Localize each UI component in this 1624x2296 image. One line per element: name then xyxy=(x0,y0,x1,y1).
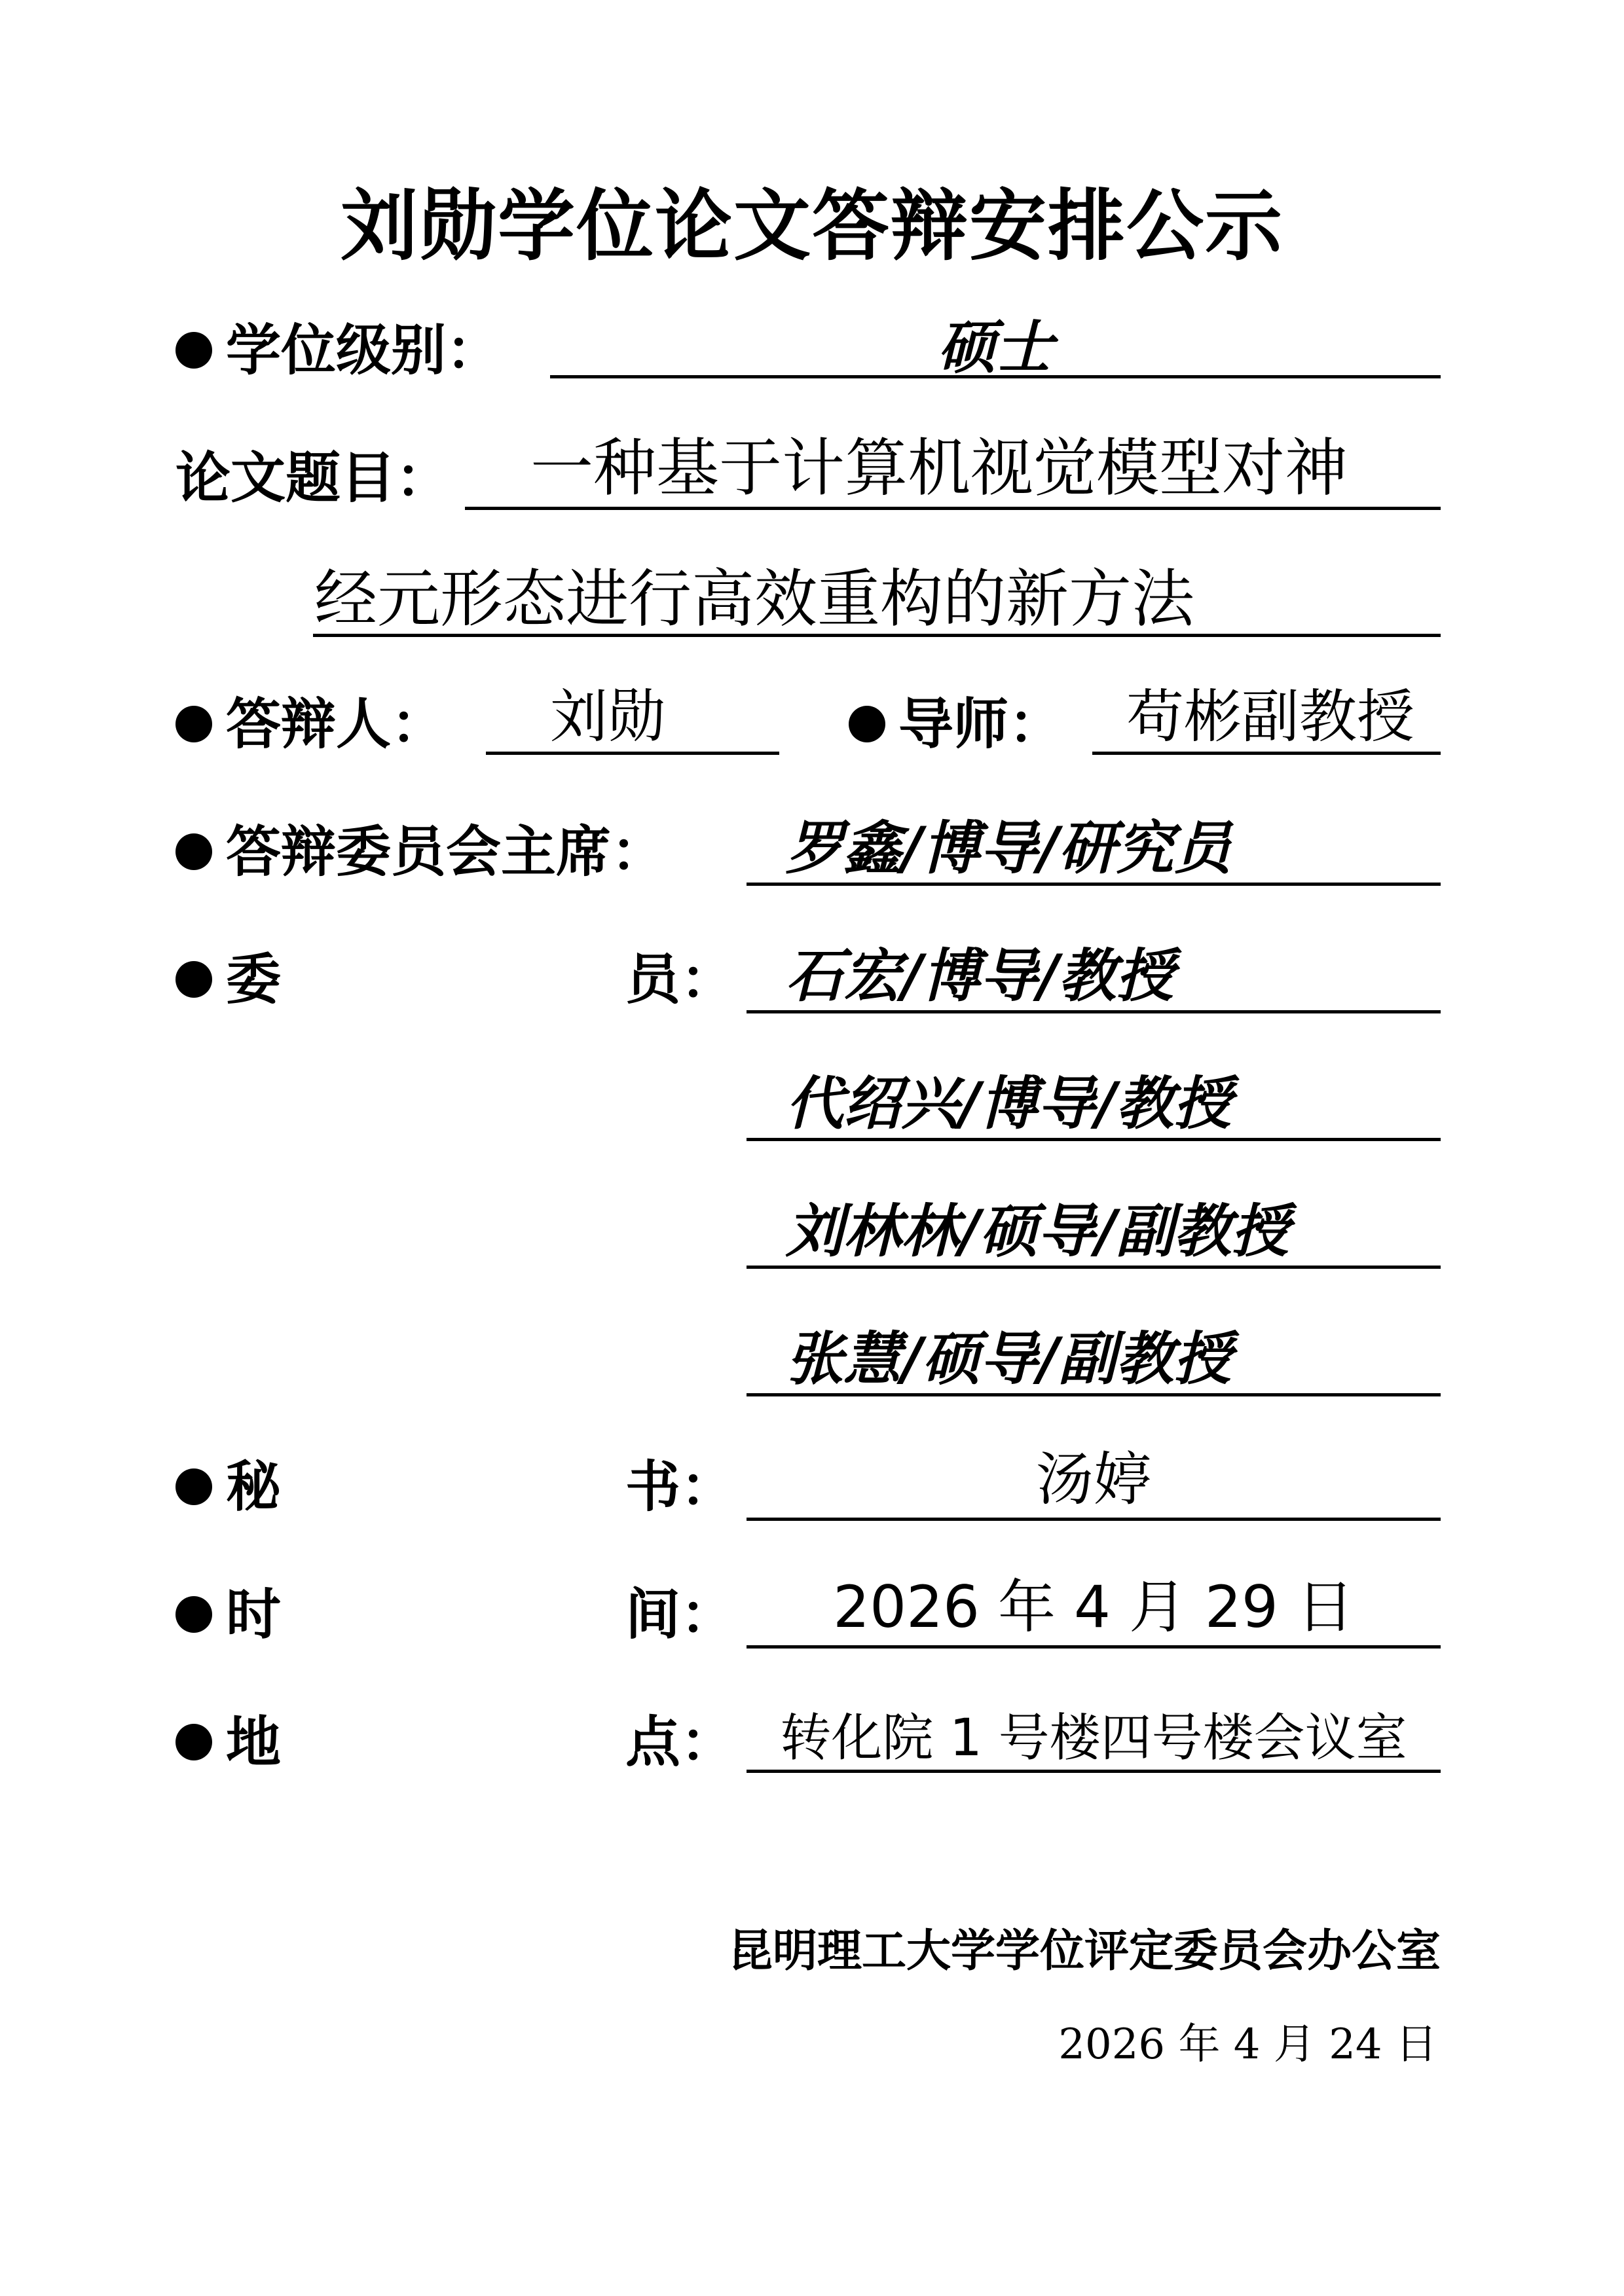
time-underline xyxy=(747,1645,1441,1649)
member-underline xyxy=(747,1393,1441,1396)
chair-underline xyxy=(747,883,1441,886)
bullet-icon xyxy=(175,332,212,369)
issuer-name: 昆明理工大学学位评定委员会办公室 xyxy=(728,1925,1441,1977)
secretary-value: 汤婷 xyxy=(1035,1446,1151,1513)
members-label-right: 员： xyxy=(625,947,736,1011)
member-item: 代绍兴/博导/教授 xyxy=(786,1069,1232,1137)
thesis-title-line-1: 一种基于计算机视觉模型对神 xyxy=(530,431,1348,505)
time-value: 2026 年 4 月 29 日 xyxy=(833,1573,1354,1641)
member-item: 石宏/博导/教授 xyxy=(786,941,1174,1010)
time-label-left: 时 xyxy=(226,1582,282,1647)
bullet-icon xyxy=(175,1596,212,1633)
bullet-icon xyxy=(175,961,212,998)
bullet-icon xyxy=(175,706,212,742)
member-underline xyxy=(747,1266,1441,1269)
member-underline xyxy=(747,1010,1441,1013)
member-underline xyxy=(747,1138,1441,1141)
degree-value: 硕士 xyxy=(937,313,1053,381)
thesis-underline-2 xyxy=(313,634,1441,637)
advisor-label: 导师： xyxy=(898,691,1064,756)
defender-label: 答辩人： xyxy=(226,691,447,756)
page-title: 刘勋学位论文答辩安排公示 xyxy=(340,181,1283,271)
degree-label: 学位级别： xyxy=(226,318,502,382)
place-value: 转化院 1 号楼四号楼会议室 xyxy=(780,1709,1407,1768)
defender-underline xyxy=(486,752,779,755)
thesis-underline-1 xyxy=(465,507,1441,510)
bullet-icon xyxy=(175,1724,212,1760)
time-label-right: 间： xyxy=(625,1582,736,1647)
bullet-icon xyxy=(175,1468,212,1505)
issue-date: 2026 年 4 月 24 日 xyxy=(1058,2020,1437,2069)
chair-value: 罗鑫/博导/研究员 xyxy=(786,814,1232,882)
thesis-title-line-2: 经元形态进行高效重构的新方法 xyxy=(314,562,1194,636)
bullet-icon xyxy=(849,706,885,742)
members-label-left: 委 xyxy=(226,947,282,1011)
place-label-right: 点： xyxy=(625,1709,736,1774)
degree-underline xyxy=(550,375,1441,378)
secretary-underline xyxy=(747,1518,1441,1521)
secretary-label-right: 书： xyxy=(625,1454,736,1519)
thesis-label: 论文题目： xyxy=(175,445,451,510)
place-label-left: 地 xyxy=(226,1709,282,1774)
chair-label: 答辩委员会主席： xyxy=(226,819,667,884)
member-item: 刘林林/硕导/副教授 xyxy=(786,1197,1289,1265)
secretary-label-left: 秘 xyxy=(226,1454,282,1519)
advisor-value: 苟彬副教授 xyxy=(1126,683,1415,750)
place-underline xyxy=(747,1770,1441,1773)
defender-value: 刘勋 xyxy=(550,683,666,750)
member-item: 张慧/硕导/副教授 xyxy=(786,1324,1232,1393)
bullet-icon xyxy=(175,833,212,870)
advisor-underline xyxy=(1092,752,1441,755)
